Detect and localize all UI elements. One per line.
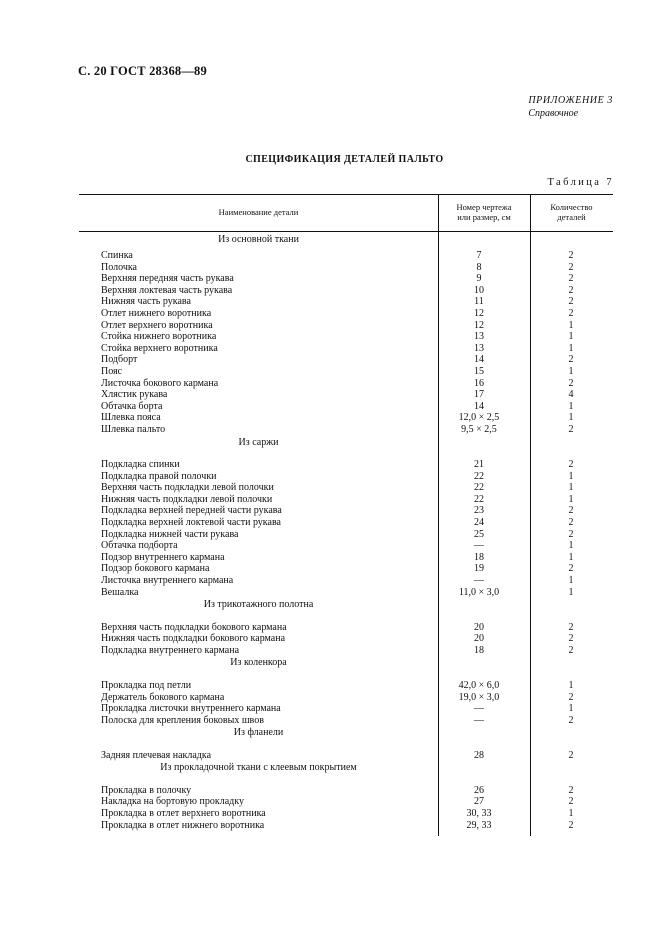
quantity: 1 (568, 482, 574, 494)
drawing-ref: — (474, 574, 484, 586)
part-name: Прокладка в полочку (101, 784, 192, 796)
drawing-ref: 22 (474, 493, 484, 505)
table-row (0, 343, 661, 355)
part-name: Листочка бокового кармана (101, 377, 219, 389)
part-name: Обтачка подборта (101, 540, 178, 552)
section-title: Из фланели (233, 727, 284, 739)
quantity: 1 (568, 365, 574, 377)
part-name: Подкладка нижней части рукава (101, 528, 239, 540)
quantity: 2 (568, 459, 574, 470)
table-row (0, 354, 661, 366)
quantity: 2 (568, 691, 574, 703)
part-name: Подкладка правой полочки (101, 470, 217, 482)
section-title: Из трикотажного полотна (203, 599, 314, 611)
part-name: Шлевка пояса (101, 412, 161, 424)
quantity: 1 (568, 586, 574, 598)
part-name: Нижняя часть рукава (101, 296, 191, 308)
drawing-ref: — (474, 703, 484, 715)
drawing-ref: 42,0 × 6,0 (458, 679, 500, 691)
part-name: Вешалка (101, 586, 139, 598)
table-row (0, 459, 661, 471)
table-row (0, 622, 661, 634)
table-row (0, 505, 661, 517)
table-row (0, 540, 661, 552)
drawing-ref: 26 (474, 784, 484, 796)
part-name: Спинка (101, 250, 133, 261)
quantity: 4 (568, 389, 574, 401)
drawing-ref: 15 (474, 365, 484, 377)
section-heading (0, 726, 661, 750)
quantity: 1 (568, 808, 574, 820)
section-title: Из коленкора (230, 657, 287, 669)
table-row (0, 587, 661, 599)
drawing-ref: 7 (476, 250, 482, 261)
part-name: Подзор бокового кармана (101, 563, 210, 575)
table-row (0, 680, 661, 692)
part-name: Верхняя часть подкладки бокового кармана (101, 621, 287, 633)
part-name: Шлевка пальто (101, 423, 166, 435)
drawing-ref: 12 (474, 307, 484, 319)
table-row (0, 378, 661, 390)
section-title: Из прокладочной ткани с клеевым покрытием (160, 762, 357, 774)
quantity: 1 (568, 400, 574, 412)
part-name: Обтачка борта (101, 400, 163, 412)
quantity: 2 (568, 273, 574, 285)
quantity: 1 (568, 540, 574, 552)
part-name: Отлет верхнего воротника (101, 319, 213, 331)
table-row (0, 645, 661, 657)
quantity: 2 (568, 528, 574, 540)
table-row (0, 703, 661, 715)
part-name: Подборт (101, 354, 138, 366)
table-row (0, 692, 661, 704)
table-row (0, 575, 661, 587)
quantity: 2 (568, 505, 574, 517)
part-name: Листочка внутреннего кармана (101, 574, 234, 586)
quantity: 2 (568, 819, 574, 831)
drawing-ref: 28 (474, 749, 484, 761)
quantity: 2 (568, 296, 574, 308)
part-name: Накладка на бортовую прокладку (101, 796, 244, 808)
drawing-ref: 22 (474, 470, 484, 482)
drawing-ref: 30, 33 (466, 808, 492, 820)
drawing-ref: 9 (476, 273, 482, 285)
column-header-qty-line2: деталей (557, 212, 586, 222)
quantity: 2 (568, 261, 574, 273)
part-name: Подкладка верхней передней части рукава (101, 505, 282, 517)
page-header: С. 20 ГОСТ 28368—89 (78, 64, 207, 78)
part-name: Полоска для крепления боковых швов (101, 714, 264, 726)
table-row (0, 296, 661, 308)
drawing-ref: 16 (474, 377, 484, 389)
drawing-ref: 12 (474, 319, 484, 331)
part-name: Держатель бокового кармана (101, 691, 225, 703)
drawing-ref: 27 (474, 796, 484, 808)
drawing-ref: 29, 33 (466, 819, 492, 831)
part-name: Подкладка внутреннего кармана (101, 644, 240, 656)
part-name: Верхняя передняя часть рукава (101, 273, 234, 285)
table-row (0, 494, 661, 506)
part-name: Прокладка листочки внутреннего кармана (101, 703, 281, 715)
drawing-ref: 13 (474, 331, 484, 343)
quantity: 2 (568, 563, 574, 575)
drawing-ref: 14 (474, 400, 484, 412)
column-header-ref-line1: Номер чертежа (456, 202, 512, 212)
quantity: 1 (568, 470, 574, 482)
appendix-type: Справочное (528, 107, 579, 119)
quantity: 2 (568, 749, 574, 761)
table-row (0, 785, 661, 797)
drawing-ref: — (474, 714, 484, 726)
part-name: Прокладка в отлет верхнего воротника (101, 808, 266, 820)
section-heading (0, 656, 661, 680)
appendix-label (528, 95, 613, 120)
part-name: Полочка (101, 261, 137, 273)
drawing-ref: 20 (474, 633, 484, 645)
table-row (0, 517, 661, 529)
quantity: 2 (568, 644, 574, 656)
quantity: 2 (568, 516, 574, 528)
part-name: Хлястик рукава (101, 389, 168, 401)
table-row (0, 401, 661, 413)
section-title: Из саржи (238, 436, 279, 448)
section-heading (0, 234, 661, 250)
quantity: 2 (568, 377, 574, 389)
drawing-ref: 23 (474, 505, 484, 517)
table-row (0, 471, 661, 483)
table-row (0, 389, 661, 401)
table-row (0, 285, 661, 297)
quantity: 1 (568, 319, 574, 331)
part-name: Прокладка в отлет нижнего воротника (101, 819, 265, 831)
column-header-ref-line2: или размер, см (457, 212, 511, 222)
drawing-ref: 17 (474, 389, 484, 401)
table-row (0, 820, 661, 832)
table-row (0, 320, 661, 332)
quantity: 1 (568, 342, 574, 354)
part-name: Пояс (101, 365, 123, 377)
section-heading (0, 436, 661, 460)
table-header-rule (79, 231, 613, 232)
quantity: 1 (568, 679, 574, 691)
drawing-ref: 22 (474, 482, 484, 494)
part-name: Отлет нижнего воротника (101, 307, 212, 319)
table-row (0, 552, 661, 564)
drawing-ref: 9,5 × 2,5 (461, 423, 497, 435)
quantity: 2 (568, 250, 574, 261)
drawing-ref: — (474, 540, 484, 552)
table-row (0, 424, 661, 436)
quantity: 2 (568, 284, 574, 296)
table-row (0, 250, 661, 262)
drawing-ref: 18 (474, 551, 484, 563)
part-name: Стойка нижнего воротника (101, 331, 217, 343)
drawing-ref: 20 (474, 621, 484, 633)
table-row (0, 715, 661, 727)
appendix-number: ПРИЛОЖЕНИЕ 3 (528, 95, 613, 106)
quantity: 1 (568, 551, 574, 563)
table-row (0, 273, 661, 285)
table-row (0, 563, 661, 575)
column-header-name: Наименование детали (218, 207, 299, 217)
section-heading (0, 598, 661, 622)
table-row (0, 262, 661, 274)
quantity: 2 (568, 633, 574, 645)
table-row (0, 308, 661, 320)
table-row (0, 412, 661, 424)
quantity: 1 (568, 331, 574, 343)
part-name: Подкладка спинки (101, 459, 180, 470)
table-row (0, 482, 661, 494)
quantity: 2 (568, 621, 574, 633)
column-header-qty-line1: Количество (550, 202, 593, 212)
section-title: Из основной ткани (218, 234, 299, 245)
table-body (0, 234, 661, 831)
quantity: 2 (568, 784, 574, 796)
table-row (0, 750, 661, 762)
table-row (0, 331, 661, 343)
part-name: Задняя плечевая накладка (101, 749, 212, 761)
table-row (0, 366, 661, 378)
part-name: Нижняя часть подкладки левой полочки (101, 493, 273, 505)
quantity: 2 (568, 796, 574, 808)
part-name: Верхняя часть подкладки левой полочки (101, 482, 274, 494)
drawing-ref: 24 (474, 516, 484, 528)
part-name: Подзор внутреннего кармана (101, 551, 225, 563)
quantity: 1 (568, 412, 574, 424)
drawing-ref: 19,0 × 3,0 (458, 691, 500, 703)
table-top-rule (79, 194, 613, 195)
drawing-ref: 18 (474, 644, 484, 656)
part-name: Подкладка верхней локтевой части рукава (101, 516, 281, 528)
part-name: Прокладка под петли (101, 679, 192, 691)
drawing-ref: 25 (474, 528, 484, 540)
drawing-ref: 13 (474, 342, 484, 354)
table-caption: Таблица 7 (547, 177, 614, 188)
table-row (0, 796, 661, 808)
table-row (0, 529, 661, 541)
part-name: Верхняя локтевая часть рукава (101, 284, 233, 296)
quantity: 2 (568, 423, 574, 435)
quantity: 1 (568, 574, 574, 586)
drawing-ref: 11,0 × 3,0 (458, 586, 500, 598)
quantity: 1 (568, 703, 574, 715)
quantity: 2 (568, 307, 574, 319)
drawing-ref: 19 (474, 563, 484, 575)
section-heading (0, 761, 661, 785)
drawing-ref: 12,0 × 2,5 (458, 412, 500, 424)
drawing-ref: 11 (474, 296, 484, 308)
quantity: 2 (568, 354, 574, 366)
drawing-ref: 8 (476, 261, 482, 273)
document-title: СПЕЦИФИКАЦИЯ ДЕТАЛЕЙ ПАЛЬТО (245, 154, 444, 165)
column-header-qty (530, 202, 613, 222)
drawing-ref: 14 (474, 354, 484, 366)
table-row (0, 633, 661, 645)
part-name: Стойка верхнего воротника (101, 342, 218, 354)
drawing-ref: 10 (474, 284, 484, 296)
table-row (0, 808, 661, 820)
part-name: Нижняя часть подкладки бокового кармана (101, 633, 286, 645)
column-header-ref (438, 202, 530, 222)
drawing-ref: 21 (474, 459, 484, 470)
quantity: 1 (568, 493, 574, 505)
quantity: 2 (568, 714, 574, 726)
